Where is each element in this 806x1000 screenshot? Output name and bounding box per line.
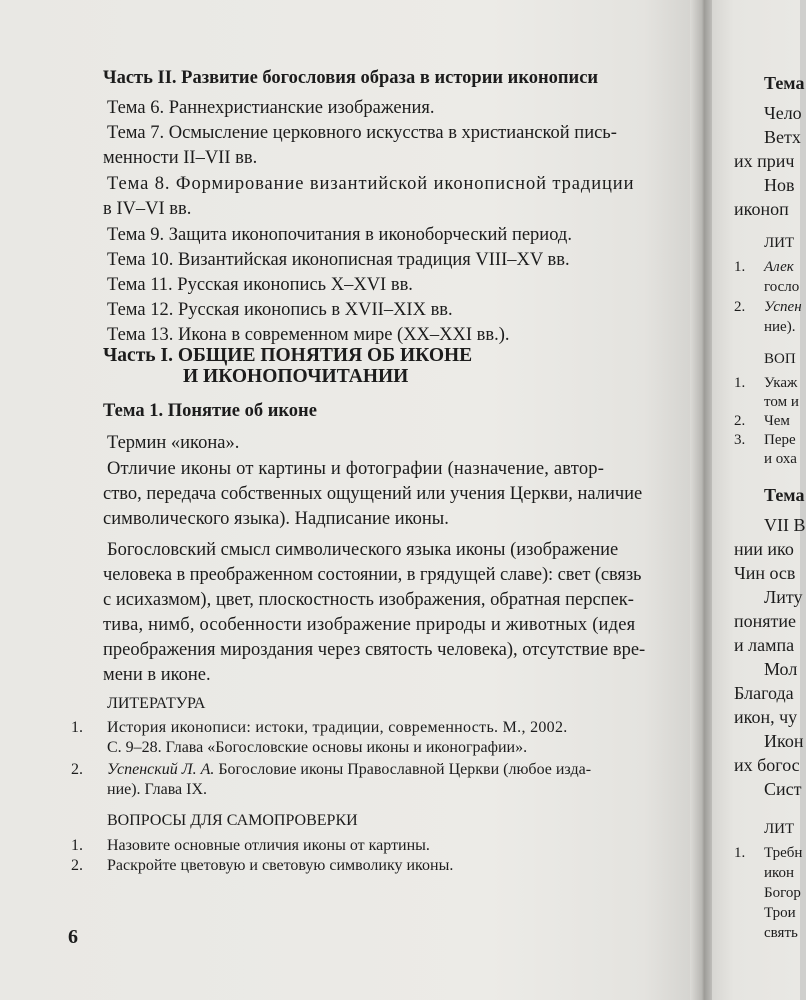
paragraph-line: тива, нимб, особенности изображение природы и животных (идея (103, 615, 636, 635)
topic-line: Тема 10. Византийская иконописная традиция VIII–XV вв. (107, 250, 570, 270)
right-fragment: понятие (734, 611, 797, 631)
topic-line: Тема 9. Защита иконопочитания в иконоборческий период. (107, 225, 572, 245)
topic-line: Тема 11. Русская иконопись X–XVI вв. (107, 275, 413, 295)
right-fragment: Ветх (764, 127, 801, 147)
right-fragment: икон, чу (734, 707, 798, 727)
right-fragment: Требн (764, 845, 803, 861)
right-fragment: Литу (764, 587, 803, 607)
right-fragment: Тема (764, 73, 805, 93)
right-fragment: Трои (764, 905, 796, 921)
right-fragment: Благода (734, 683, 794, 703)
right-fragment: их богос (734, 755, 800, 775)
right-fragment: Нов (764, 175, 795, 195)
right-fragment: и лампа (734, 635, 795, 655)
right-fragment: 2. (734, 413, 746, 429)
right-fragment: ЛИТ (764, 235, 795, 251)
right-fragment: Чем (764, 413, 790, 429)
right-fragment: Сист (764, 779, 802, 799)
literature-author: Успенский Л. А. (107, 761, 215, 778)
right-fragment: 2. (734, 299, 746, 315)
literature-item (107, 760, 591, 780)
right-fragment: их прич (734, 151, 795, 171)
topic-line: Тема 6. Раннехристианские изображения. (107, 98, 435, 118)
paragraph-line: ство, передача собственных ощущений или учения Церкви, наличие (103, 484, 643, 504)
literature-num: 2. (71, 761, 83, 778)
right-fragment: иконоп (734, 199, 789, 219)
right-fragment: и оха (764, 451, 797, 467)
right-fragment: Тема (764, 485, 805, 505)
right-fragment: ВОП (764, 351, 796, 367)
topic-text: Тема 7. Осмысление церковного искусства в христианской пись- (107, 123, 617, 143)
right-fragment: 3. (734, 432, 746, 448)
topic-line (103, 121, 668, 145)
literature-title: Богословие иконы Православной Церкви (любое изда- (214, 761, 592, 778)
right-fragment: Пере (764, 432, 796, 448)
part2-heading: Часть II. Развитие богословия образа в истории иконописи (103, 68, 599, 88)
question-item: Назовите основные отличия иконы от картины. (107, 837, 430, 854)
right-fragment: 1. (734, 259, 746, 275)
paragraph-line: Богословский смысл символического языка иконы (изображение (107, 540, 619, 560)
right-fragment: Чело (764, 103, 802, 123)
topic-line: Тема 13. Икона в современном мире (XX–XXI вв.). (107, 325, 510, 345)
right-fragment: нии ико (734, 539, 794, 559)
page-number: 6 (68, 926, 78, 948)
topic-line: в IV–VI вв. (103, 199, 192, 219)
paragraph-line: человека в преображенном состоянии, в грядущей славе): свет (связь (103, 565, 642, 585)
right-fragment: ние). (764, 319, 796, 335)
paragraph-line: преображения мироздания через святость человека), отсутствие вре- (103, 640, 646, 660)
right-fragment: Успен (764, 299, 802, 315)
question-num: 2. (71, 857, 83, 874)
paragraph-line: мени в иконе. (103, 665, 211, 685)
right-fragment: Алек (764, 259, 794, 275)
topic1-heading: Тема 1. Понятие об иконе (103, 401, 317, 421)
literature-item: История иконописи: истоки, традиции, современность. М., 2002. (107, 719, 568, 736)
paragraph-line: Термин «икона». (107, 433, 240, 453)
questions-heading: ВОПРОСЫ ДЛЯ САМОПРОВЕРКИ (107, 812, 358, 829)
right-fragment: Укаж (764, 375, 798, 391)
literature-heading: ЛИТЕРАТУРА (107, 695, 206, 712)
literature-item: ние). Глава IX. (107, 781, 208, 798)
topic-line: Тема 12. Русская иконопись в XVII–XIX вв. (107, 300, 453, 320)
right-fragment: госло (764, 279, 800, 295)
question-item: Раскройте цветовую и световую символику иконы. (107, 857, 454, 874)
right-fragment: Икон (764, 731, 804, 751)
right-fragment: Мол (764, 659, 798, 679)
right-fragment: 1. (734, 375, 746, 391)
right-page (712, 0, 806, 1000)
topic-line: Тема 8. Формирование византийской иконописной традиции (107, 174, 635, 194)
part1-heading-line2: И ИКОНОПОЧИТАНИИ (183, 366, 409, 387)
right-fragment: VII В (764, 515, 806, 535)
right-fragment: Богор (764, 885, 801, 901)
right-fragment: 1. (734, 845, 746, 861)
literature-item: С. 9–28. Глава «Богословские основы иконы и иконографии». (107, 739, 528, 756)
part1-heading-line1: Часть I. ОБЩИЕ ПОНЯТИЯ ОБ ИКОНЕ (103, 345, 473, 366)
literature-num: 1. (71, 719, 83, 736)
right-fragment: свять (764, 925, 798, 941)
right-fragment: ЛИТ (764, 821, 795, 837)
right-fragment: Чин осв (734, 563, 796, 583)
paragraph-line: Отличие иконы от картины и фотографии (назначение, автор- (107, 459, 605, 479)
topic-line: менности II–VII вв. (103, 148, 258, 168)
paragraph-line: символического языка). Надписание иконы. (103, 509, 449, 529)
right-fragment: икон (764, 865, 795, 881)
right-fragment: том и (764, 394, 799, 410)
paragraph-line: с исихазмом), цвет, плоскостность изображения, обратная перспек- (103, 590, 634, 610)
question-num: 1. (71, 837, 83, 854)
